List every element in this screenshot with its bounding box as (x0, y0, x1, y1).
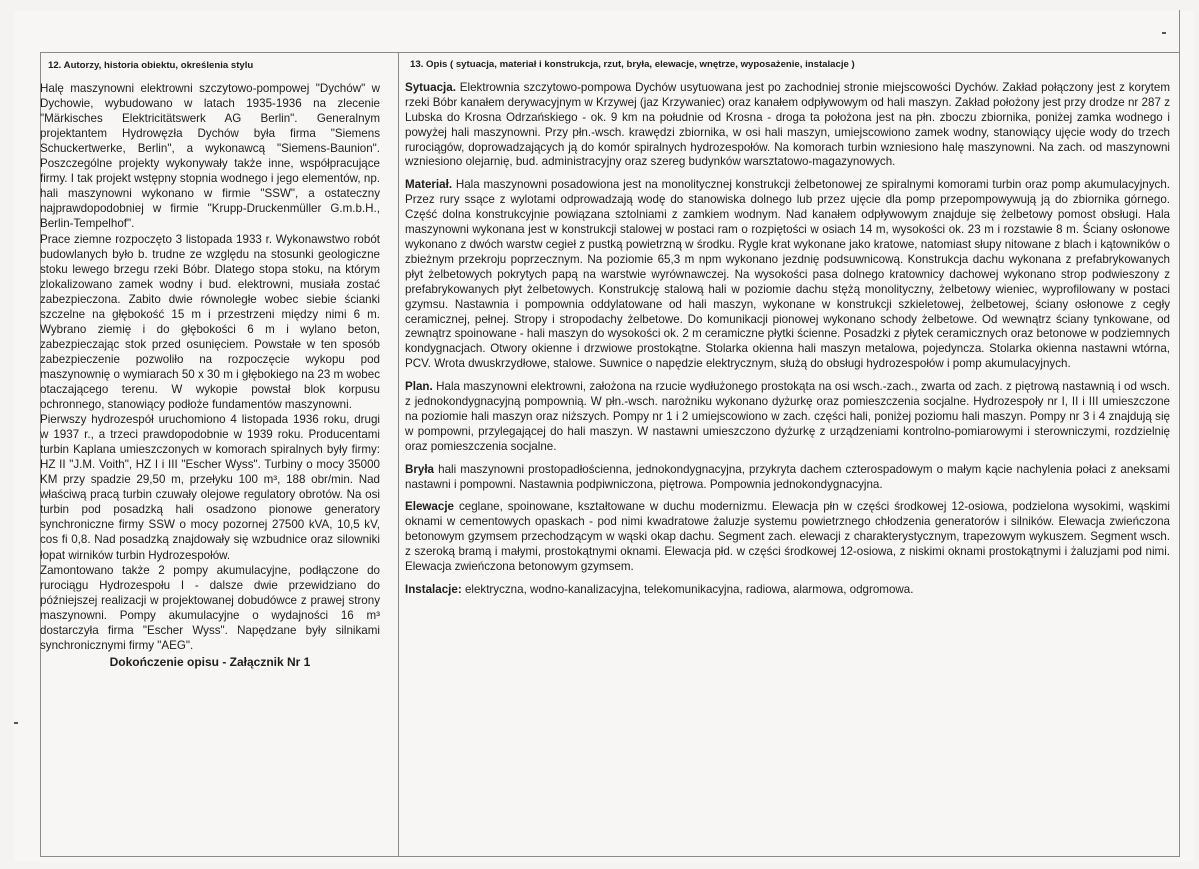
column-divider (398, 52, 399, 857)
section-text: hali maszynowni prostopadłościenna, jednokondygnacyjna, przykryta dachem czterospadowym o małym kącie nachylenia połaci z aneksami nastawni i pompowni. Nastawnia podpiwniczona, piętrowa. Pompownia jednokondygnacyjna. (405, 462, 1170, 491)
corner-mark (1162, 32, 1166, 34)
section-plan (405, 380, 1170, 455)
section-situation (405, 81, 1170, 170)
side-mark (14, 722, 18, 724)
section-text: Hala maszynowni posadowiona jest na monolitycznej konstrukcji żelbetonowej ze spiralnymi komorami turbin oraz pomp akumulacyjnych. Przez rury ssące z wylotami odprowadzają wodę do stanowiska dolnego lub przez ujęcie dla pomp przepompowywują ją do zbiornika górnego. Część dolna konstrukcyjnie powiązana sztolniami z zamkiem wodnym. Nad kanałem odpływowym znajduje się żelbetowy pomost obsługi. Hala maszynowni wykonana jest w konstrukcji stalowej w postaci ram o rozpiętości w osiach 14 m, wysokości ok. 23 m i rozstawie 8 m. Ściany osłonowe wykonano z dwóch warstw cegieł z pustką powietrzną w środku. Rygle krat wykonane jako kratowe, natomiast słupy nitowane z blach i kątowników o zbieżnym przekroju poprzecznym. Na poziomie 65,3 m npm wykonano jezdnię podsuwnicową. Konstrukcja dachu wykonana z prefabrykowanych płyt żelbetowych pokrytych papą na warstwie wyrównawczej. Na wysokości pasa dolnego kratownicy dachowej wykonano strop podwieszony z prefabrykowanych płyt żelbetowych. Konstrukcję stalową hali w poziomie dachu stężą monolityczny, żelbetowy wieniec, wyprofilowany w postaci gzymsu. Nastawnia i pompownia oddylatowane od hali maszyn, wykonane w konstrukcji szkieletowej, żelbetowej, ściany osłonowe z cegły ceramicznej, pełnej. Stropy i stropodachy żelbetowe. Do komunikacji pionowej wykonano schody żelbetowe. Od wewnątrz ściany tynkowane, od zewnątrz spoinowane - hali maszyn do wysokości ok. 2 m ceramiczne płytki ścienne. Posadzki z płytek ceramicznych oraz betonowe w podziemnych kondygnacjach. Otwory okienne i drzwiowe prostokątne. Stolarka okienna hali maszyn metalowa, pojedyncza. Stolarka okienna nastawni wtórna, PCV. Wrota dwuskrzydłowe, stalowe. Suwnice o napędzie elektrycznym, służą do obsługi hydrozespołów i pomp akumulacyjnych. (405, 178, 1170, 371)
section-massing (405, 463, 1170, 493)
continuation-note: Dokończenie opisu - Załącznik Nr 1 (109, 654, 311, 669)
frame-right-line (1179, 10, 1180, 857)
section-text: ceglane, spoinowane, kształtowane w duchu modernizmu. Elewacja płn w części środkowej 12-osiowa, podzielona wysokimi, wąskimi oknami w cementowych opaskach - pod nimi kwadratowe żaluzje systemu powietrznego chłodzenia generatorów i silników. Elewacja zwieńczona betonowym gzymsem przechodzącym w wąski okap dachu. Segment zach. elewacji z charakterystycznym, trapezowym wykuszem. Segment wsch. z szeroką bramą i małymi, prostokątnymi oknami. Elewacja płd. w części środkowej 12-osiowa, z niskimi oknami prostokątnymi i żaluzjami pod nimi. Elewacja zwieńczona betonowym gzymsem. (405, 500, 1170, 574)
frame-bottom-line (40, 856, 1180, 857)
frame-top-line (40, 52, 1180, 53)
left-column-title: 12. Autorzy, historia obiektu, określenia stylu (48, 60, 254, 71)
paragraph-authors: Halę maszynowni elektrowni szczytowo-pompowej "Dychów" w Dychowie, wybudowano w latach 1935-1936 na zlecenie "Märkisches Elektricitätswerk AG Berlin". Generalnym projektantem Hydrowęzła Dychów była firma "Siemens Schuckertwerke, Berlin", a wykonawcą "Siemens-Baunion". Poszczególne projekty wykonywały także inne, współpracujące firmy. I tak projekt wstępny stopnia wodnego i jego elementów, np. hali maszynowni wykonano w firmie "SSW", a ostateczny najprawdopodobniej w firmie "Krupp-Druckenmüller G.m.b.H., Berlin-Tempelhof". (40, 82, 380, 231)
paragraph-earthworks: Prace ziemne rozpoczęto 3 listopada 1933 r. Wykonawstwo robót budowlanych było b. trudne ze względu na stosunki geologiczne stoku lewego brzegu rzeki Bóbr. Dlatego stopa stoku, na którym zlokalizowano zamek wodny i bud. elektrowni, musiała zostać zabezpieczona. Zabito dwie równoległe wobec siebie ścianki szczelne na głębokość 15 m i przestrzeni między nimi 6 m. Wybrano ziemię i do głębokości 6 m i wylano beton, zabezpieczając stok przed osunięciem. Powstałe w ten sposób zabezpieczenie pozwoliło na rozpoczęcie wykopu pod maszynownię o wymiarach 50 x 30 m i głębokiego na 23 m wobec otaczającego terenu. W wykopie powstał blok korpusu ochronnego, stanowiący podłoże fundamentów maszynowni. (40, 232, 380, 412)
section-elevations (405, 500, 1170, 575)
paragraph-hydrounits: Pierwszy hydrozespół uruchomiono 4 listopada 1936 roku, drugi w 1937 r., a trzeci prawdopodobnie w 1939 roku. Producentami turbin Kaplana umieszczonych w komorach spiralnych były firmy: HZ II "J.M. Voith", HZ I i III "Escher Wyss". Turbiny o mocy 35000 KM przy spadzie 29,50 m, przełyku 100 m³, 188 obr/min. Nad właściwą pracą turbin czuwały olejowe regulatory obrotów. Na osi turbin pod posadzką hali osadzono pionowe generatory synchroniczne firmy SSW o mocy pozornej 27500 kVA, 10,5 kV, cos fi 0,8. Nad posadzką znajdowały się wzbudnice oraz silowniki łopat wirników turbin Hydrozespołów. (40, 413, 380, 562)
section-lead: Plan. (405, 380, 433, 394)
right-column (405, 58, 1170, 606)
section-text: elektryczna, wodno-kanalizacyjna, telekomunikacyjna, radiowa, alarmowa, odgromowa. (461, 583, 914, 596)
right-column-title: 13. Opis ( sytuacja, materiał i konstrukcja, rzut, bryła, elewacje, wnętrze, wyposażenie, instalacje ) (410, 59, 855, 70)
section-lead: Instalacje: (405, 583, 462, 596)
section-material (405, 178, 1170, 372)
section-text: Hala maszynowni elektrowni, założona na rzucie wydłużonego prostokąta na osi wsch.-zach., zwarta od zach. z piętrową nastawnią i od wsch. z jednokondygnacyjną pompownią. W płn.-wsch. narożniku wykonano dyżurkę oraz pomieszczenia socjalne. Hydrozespoły nr I, II i III umieszczone na poziomie hali maszyn oraz niższych. Pompy nr 1 i 2 umiejscowiono w zach. części hali, poniżej poziomu hali maszyn. Pompy nr 3 i 4 znajdują się w pompowni, przylegającej do hali maszyn. W nastawni umieszczono dyżurkę z urządzeniami kontrolno-pomiarowymi i sterowniczymi, rozdzielnię oraz pomieszczenia socjalne. (405, 380, 1170, 453)
section-lead: Bryła (405, 462, 435, 476)
left-column (40, 58, 380, 670)
paragraph-pumps: Zamontowano także 2 pompy akumulacyjne, podłączone do rurociągu Hydrozespołu I - dalsze dwie przewidziano do późniejszej realizacji w projektowanej dobudówce z prawej strony maszynowni. Pompy akumulacyjne o wydajności 16 m³ dostarczyła firma "Escher Wyss". Napędzane były silnikami synchronicznymi firmy "AEG". (40, 563, 380, 652)
section-installations (405, 583, 1170, 598)
section-lead: Sytuacja. (405, 80, 456, 94)
section-text: Elektrownia szczytowo-pompowa Dychów usytuowana jest po zachodniej stronie miejscowości Dychów. Zakład połączony jest z korytem rzeki Bóbr kanałem derywacyjnym w Krzywej (jaz Krzywaniec) oraz kanałem odpływowym od hali maszyn. Zakład położony jest przy drodze nr 287 z Lubska do Krosna Odrzańskiego - ok. 9 km na południe od Krosna - droga ta położona jest na płn. zboczu zbiornika, poniżej zamka wodnego i powyżej hali maszynowni. Przy płn.-wsch. krawędzi zbiornika, w osi hali maszyn, umiejscowiono zamek wodny, stanowiący ujęcie wody do trzech rurociągów, doprowadzających ją do komór spiralnych hydrozespołów. Na komorach turbin wzniesiono halę maszynowni. Na zach. od maszynowni wzniesiono olejarnię, bud. administracyjny oraz szereg budynków warsztatowo-magazynowych. (405, 80, 1170, 169)
section-lead: Elewacje (405, 500, 454, 514)
section-lead: Materiał. (405, 178, 453, 192)
